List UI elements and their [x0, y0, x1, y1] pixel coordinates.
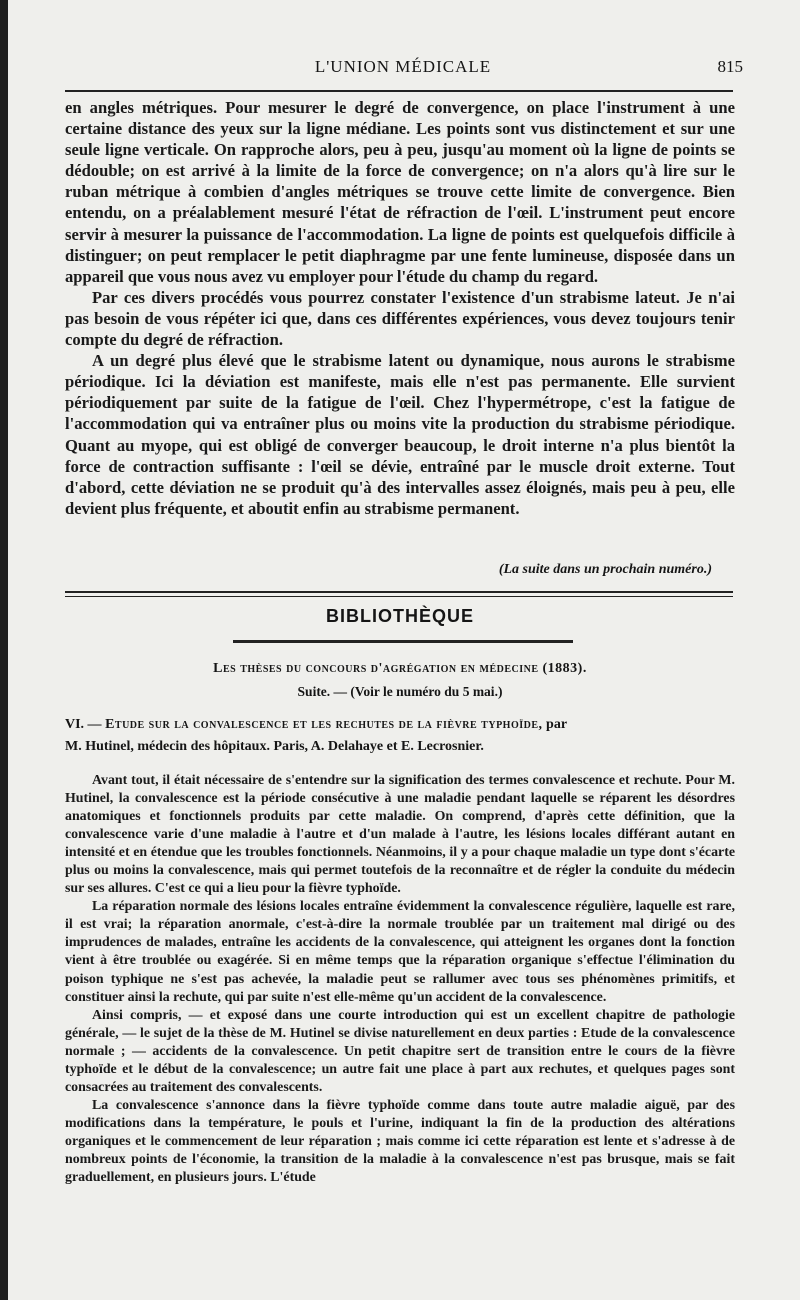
section-double-rule-bottom [65, 596, 733, 597]
thesis-entry-heading [65, 714, 735, 758]
paragraph: Avant tout, il était nécessaire de s'entendre sur la signification des termes convalescence et rechute. Pour M. Hutinel, la convalescence est la période consécutive à une maladie pendant laquelle se réparent les désordres anatomiques et fonctionnels produits par cette maladie. On comprend, d'après cette définition, que la convalescence varie d'une maladie à l'autre et d'un malade à l'autre, les lésions locales différant autant en intensité et en étendue que les troubles fonctionnels. Néanmoins, il y a pour chaque maladie un type dont s'écarte plus ou moins la convalescence, mais qui permet toutefois de la reconnaître et de régler la conduite du médecin sur ses allures. C'est ce qui a lieu pour la fièvre typhoïde. [65, 773, 735, 897]
header-rule [65, 90, 733, 92]
paragraph: Ainsi compris, — et exposé dans une courte introduction qui est un excellent chapitre de pathologie générale, — le sujet de la thèse de M. Hutinel se divise naturellement en deux parties : Etude de la convalescence normale ; — accidents de la convalescence. Un petit chapitre sert de transition entre le cours de la fièvre typhoïde et le début de la convalescence; un autre fait une place à part aux rechutes, et quelques pages sont consacrées au traitement des convalescents. [65, 1007, 735, 1095]
continuation-note: (La suite dans un prochain numéro.) [498, 562, 712, 577]
journal-page [8, 0, 800, 1300]
entry-par: par [546, 717, 568, 732]
entry-title: Etude sur la convalescence et les rechutes de la fièvre typhoïde, [105, 717, 543, 732]
section-double-rule-top [65, 591, 733, 593]
page-number: 815 [717, 57, 743, 76]
section-title: BIBLIOTHÈQUE [325, 606, 474, 626]
suite-reference: Suite. — (Voir le numéro du 5 mai.) [297, 684, 503, 699]
entry-author: M. Hutinel, médecin des hôpitaux. Paris, A. Delahaye et E. Lecrosnier. [65, 739, 484, 754]
paragraph: Par ces divers procédés vous pourrez constater l'existence d'un strabisme lateut. Je n'ai pas besoin de vous répéter ici que, dans ces différentes expériences, vous devez toujours tenir compte du degré de réfraction. [65, 287, 735, 350]
paragraph: La réparation normale des lésions locales entraîne évidemment la convalescence régulière, laquelle est rare, il est vrai; la réparation anormale, c'est-à-dire la normale troublée par un traitement mal dirigé ou des imprudences de malades, entraîne les accidents de la convalescence, qui atteignent les organes dont la fonction vient à être troublée ou exagérée. Si en même temps que la réparation organique s'effectue l'élimination du poison typhique ne s'est pas achevée, la maladie peut se rallumer avec tous ses phénomènes primitifs, et constituer ainsi la rechute, qui par suite n'est elle-même qu'un accident de la convalescence. [65, 899, 735, 1005]
review-text [65, 772, 735, 1187]
journal-title: L'UNION MÉDICALE [314, 57, 492, 76]
section-subtitle: Les thèses du concours d'agrégation en médecine (1883). [213, 661, 587, 676]
running-header [63, 57, 743, 81]
paragraph: A un degré plus élevé que le strabisme latent ou dynamique, nous aurons le strabisme périodique. Ici la déviation est manifeste, mais elle n'est pas permanente. Elle survient périodiquement par suite de la fatigue de l'œil. Chez l'hypermétrope, c'est la fatigue de l'accommodation qui va entraîner plus ou moins vite la production du strabisme périodique. Quant au myope, qui est obligé de converger beaucoup, le droit interne n'a plus bientôt la force de contraction suffisante : l'œil se dévie, entraîné par le muscle droit externe. Tout d'abord, cette déviation ne se produit qu'à des intervalles assez éloignés, mais peu à peu, elle devient plus fréquente, et aboutit enfin au strabisme permanent. [65, 351, 735, 518]
entry-number: VI. — [65, 717, 102, 732]
paragraph: La convalescence s'annonce dans la fièvre typhoïde comme dans toute autre maladie aiguë, par des modifications dans la température, le pouls et l'urine, indiquant la fin de la production des altérations organiques et le commencement de leur réparation ; mais comme ici cette réparation est lente et s'adresse à de nombreux points de l'économie, la transition de la maladie à la convalescence n'est pas brusque, mais se fait graduellement, en plusieurs jours. L'étude [65, 1097, 735, 1186]
article-continuation-text [65, 97, 735, 519]
title-underline [233, 640, 573, 643]
paragraph: en angles métriques. Pour mesurer le degré de convergence, on place l'instrument à une certaine distance des yeux sur la ligne médiane. Les points sont vus distinctement et sur une seule ligne verticale. On rapproche alors, peu à peu, jusqu'au moment où la ligne de points se dédouble; on est arrivé à la limite de la force de convergence; on n'a alors qu'à lire sur le ruban métrique à combien d'angles métriques se trouve cette limite de convergence. Bien entendu, on a préalablement mesuré l'état de réfraction de l'œil. L'instrument peut encore servir à mesurer la puissance de l'accommodation. La ligne de points est quelquefois difficile à distinguer; on peut remplacer le petit diaphragme par une fente lumineuse, disposée dans un appareil que vous nous avez vu employer pour l'étude du champ du regard. [65, 98, 735, 286]
